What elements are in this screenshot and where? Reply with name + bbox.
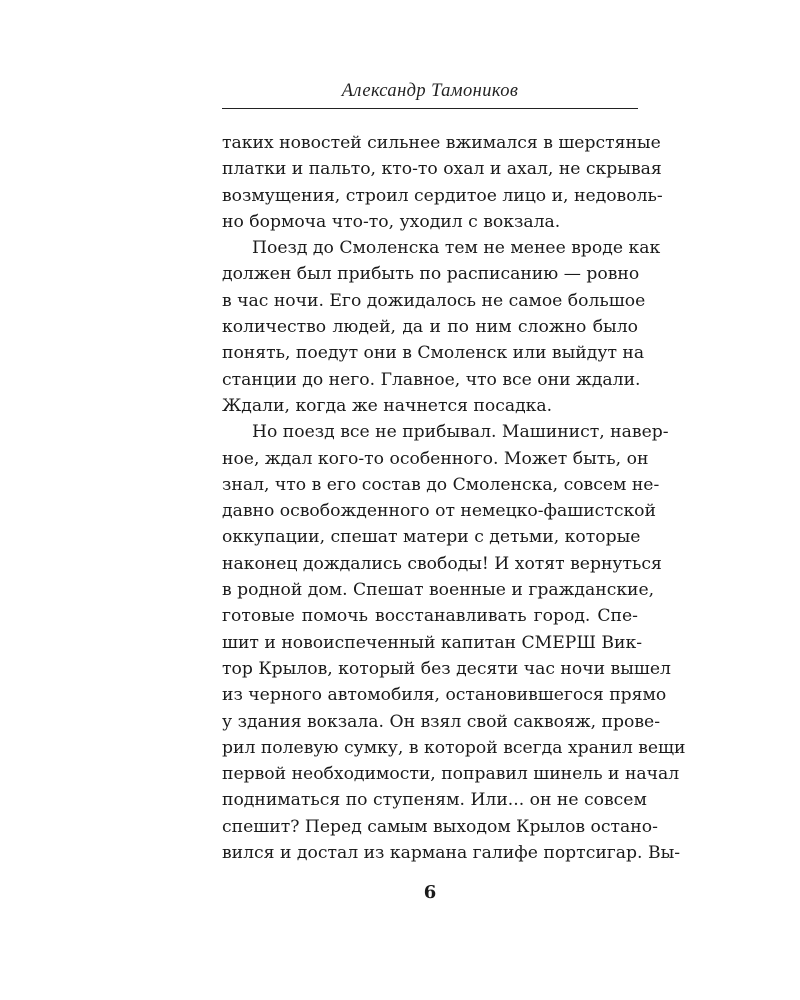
text-line: из черного автомобиля, остановившегося прямо <box>222 685 667 706</box>
text-line: шит и новоиспеченный капитан СМЕРШ Вик- <box>222 632 643 653</box>
text-line: количество людей, да и по ним сложно было <box>222 317 638 338</box>
text-line: Ждали, когда же начнется посадка. <box>222 395 553 416</box>
header-rule <box>222 108 638 109</box>
paragraph-start-line: Поезд до Смоленска тем не менее вроде как <box>252 238 661 259</box>
text-line: возмущения, строил сердитое лицо и, недоволь- <box>222 185 663 206</box>
text-line: наконец дождались свободы! И хотят вернуться <box>222 553 662 574</box>
text-line: но бормоча что-то, уходил с вокзала. <box>222 211 561 232</box>
text-line: готовые помочь восстанавливать город. Спе- <box>222 606 638 627</box>
text-line: вился и достал из кармана галифе портсигар. Вы- <box>222 843 681 864</box>
text-line: таких новостей сильнее вжимался в шерстяные <box>222 133 661 153</box>
text-line: в час ночи. Его дожидалось не самое большое <box>222 290 646 311</box>
text-line: тор Крылов, который без десяти час ночи вышел <box>222 658 671 679</box>
running-header: Александр Тамоников <box>341 81 519 101</box>
body-text <box>222 130 686 866</box>
text-line: у здания вокзала. Он взял свой саквояж, прове- <box>222 711 661 732</box>
text-line: платки и пальто, кто-то охал и ахал, не скрывая <box>222 159 662 180</box>
page-number: 6 <box>423 882 437 903</box>
text-line: понять, поедут они в Смоленск или выйдут на <box>222 343 645 364</box>
text-line: оккупации, спешат матери с детьми, которые <box>222 527 641 548</box>
paragraph-start-line: Но поезд все не прибывал. Машинист, навер- <box>252 422 669 443</box>
text-line: давно освобожденного от немецко-фашистской <box>222 501 656 522</box>
text-line: в родной дом. Спешат военные и гражданские, <box>222 580 655 601</box>
text-line: ное, ждал кого-то особенного. Может быть, он <box>222 448 649 469</box>
text-line: должен был прибыть по расписанию — ровно <box>222 264 640 285</box>
text-line: спешит? Перед самым выходом Крылов остано- <box>222 816 658 837</box>
text-line: рил полевую сумку, в которой всегда хранил вещи <box>222 737 686 758</box>
text-line: знал, что в его состав до Смоленска, совсем не- <box>222 474 660 495</box>
text-line: подниматься по ступеням. Или... он не совсем <box>222 790 647 811</box>
text-line: станции до него. Главное, что все они ждали. <box>222 369 641 390</box>
text-line: первой необходимости, поправил шинель и начал <box>222 764 680 785</box>
